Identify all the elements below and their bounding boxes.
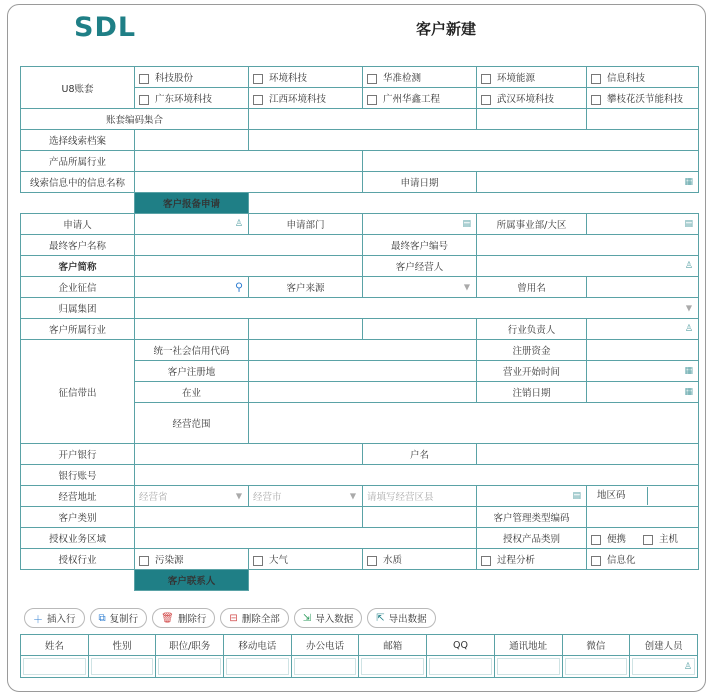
- contact-toolbar: [24, 608, 436, 628]
- cell-input[interactable]: [21, 656, 89, 678]
- import-icon: ⇲: [302, 612, 312, 624]
- uscc-label: 统一社会信用代码: [135, 340, 249, 361]
- industry-owner-input[interactable]: [587, 319, 699, 340]
- u8-label: U8账套: [21, 67, 135, 109]
- customer-form: [20, 66, 699, 591]
- bank-label: 开户银行: [21, 444, 135, 465]
- checkbox[interactable]: [139, 95, 149, 105]
- customer-type-label: 客户类别: [21, 507, 135, 528]
- business-dept-label: 所属事业部/大区: [477, 214, 587, 235]
- mgmt-type-code-input[interactable]: [587, 507, 699, 528]
- product-industry-input[interactable]: [135, 151, 363, 172]
- apply-date-label: 申请日期: [363, 172, 477, 193]
- calendar-icon[interactable]: ▦: [684, 177, 693, 187]
- auth-product-opt[interactable]: 便携: [591, 534, 626, 545]
- cancel-date-label: 注销日期: [477, 382, 587, 403]
- checkbox[interactable]: [253, 95, 263, 105]
- column-header: 创建人员: [630, 635, 698, 656]
- delete-all-button[interactable]: ⊟ 删除全部: [220, 608, 288, 628]
- checkbox[interactable]: [367, 95, 377, 105]
- auth-industry-opt[interactable]: 水质: [363, 549, 477, 570]
- customer-type-input-2[interactable]: [363, 507, 477, 528]
- biz-scope-label: 经营范围: [135, 403, 249, 444]
- cell-input[interactable]: [494, 656, 562, 678]
- column-header: 通讯地址: [494, 635, 562, 656]
- auth-region-label: 授权业务区域: [21, 528, 135, 549]
- applicant-label: 申请人: [21, 214, 135, 235]
- account-code-set-input[interactable]: [249, 109, 477, 130]
- customer-industry-input-2[interactable]: [249, 319, 363, 340]
- chevron-down-icon: ▼: [685, 303, 692, 313]
- table-header-row: [21, 635, 698, 656]
- cell-input[interactable]: [156, 656, 224, 678]
- user-icon[interactable]: ♙: [683, 661, 692, 672]
- apply-date-input[interactable]: [477, 172, 699, 193]
- column-header: 性别: [88, 635, 156, 656]
- insert-row-button[interactable]: ＋ 插入行: [24, 608, 85, 628]
- column-header: QQ: [427, 635, 495, 656]
- clue-archive-extra[interactable]: [249, 130, 699, 151]
- page-title: 客户新建: [415, 20, 476, 38]
- reg-capital-input[interactable]: [587, 340, 699, 361]
- column-header: 办公电话: [291, 635, 359, 656]
- contact-table: [20, 634, 698, 678]
- u8-option[interactable]: 江西环境科技: [249, 88, 363, 109]
- import-data-button[interactable]: ⇲ 导入数据: [294, 608, 362, 628]
- table-row: [21, 656, 698, 678]
- final-customer-no-label: 最终客户编号: [363, 235, 477, 256]
- u8-option[interactable]: 华准检测: [363, 67, 477, 88]
- user-icon[interactable]: ♙: [684, 261, 693, 271]
- biz-start-label: 营业开始时间: [477, 361, 587, 382]
- sdl-logo: SDL: [74, 12, 137, 43]
- cell-input[interactable]: [291, 656, 359, 678]
- applicant-input[interactable]: [135, 214, 249, 235]
- address-picker[interactable]: [477, 486, 587, 507]
- column-header: 职位/职务: [156, 635, 224, 656]
- product-industry-label: 产品所属行业: [21, 151, 135, 172]
- district-input[interactable]: 请填写经营区县: [363, 486, 477, 507]
- customer-industry-input-3[interactable]: [363, 319, 477, 340]
- user-icon[interactable]: ♙: [234, 219, 243, 229]
- auth-industry-label: 授权行业: [21, 549, 135, 570]
- customer-manager-input[interactable]: [477, 256, 699, 277]
- product-industry-input-2[interactable]: [363, 151, 699, 172]
- account-name-label: 户名: [363, 444, 477, 465]
- u8-option[interactable]: 攀枝花沃节能科技: [587, 88, 699, 109]
- cell-input[interactable]: [88, 656, 156, 678]
- chevron-down-icon: ▼: [349, 491, 356, 501]
- reg-place-label: 客户注册地: [135, 361, 249, 382]
- biz-address-label: 经营地址: [21, 486, 135, 507]
- auth-product-label: 授权产品类别: [477, 528, 587, 549]
- section-contact-header: 客户联系人: [135, 570, 249, 591]
- bank-account-label: 银行账号: [21, 465, 135, 486]
- former-name-input[interactable]: [587, 277, 699, 298]
- trash-icon: 🗑: [161, 612, 174, 624]
- cell-input[interactable]: [224, 656, 292, 678]
- final-customer-name-input[interactable]: [135, 235, 363, 256]
- clue-info-name-label: 线索信息中的信息名称: [21, 172, 135, 193]
- checkbox[interactable]: [367, 74, 377, 84]
- chevron-down-icon: ▼: [235, 491, 242, 501]
- checkbox[interactable]: [253, 74, 263, 84]
- area-code-label: 地区码: [587, 486, 699, 507]
- final-customer-name-label: 最终客户名称: [21, 235, 135, 256]
- column-header: 邮箱: [359, 635, 427, 656]
- in-business-input[interactable]: [249, 382, 477, 403]
- u8-option[interactable]: 环境能源: [477, 67, 587, 88]
- city-select[interactable]: 经营市 ▼: [249, 486, 363, 507]
- checkbox[interactable]: [591, 95, 601, 105]
- clue-archive-input[interactable]: [135, 130, 249, 151]
- export-icon: ⇱: [376, 612, 385, 624]
- clue-archive-label: 选择线索档案: [21, 130, 135, 151]
- cell-input[interactable]: [427, 656, 495, 678]
- section-report-header: 客户报备申请: [135, 193, 249, 214]
- final-customer-no-input[interactable]: [477, 235, 699, 256]
- reg-capital-label: 注册资金: [477, 340, 587, 361]
- checkbox[interactable]: [481, 74, 491, 84]
- credit-out-label: 征信带出: [21, 340, 135, 444]
- checkbox[interactable]: [139, 74, 149, 84]
- customer-manager-label: 客户经营人: [363, 256, 477, 277]
- auth-region-input[interactable]: [135, 528, 477, 549]
- users-icon[interactable]: ♙: [684, 324, 693, 334]
- u8-option[interactable]: 信息科技: [587, 67, 699, 88]
- account-code-set-label: 账套编码集合: [21, 109, 249, 130]
- calendar-icon[interactable]: ▦: [684, 366, 693, 376]
- apply-dept-input[interactable]: [363, 214, 477, 235]
- biz-start-input[interactable]: [587, 361, 699, 382]
- auth-industry-opt[interactable]: 污染源: [135, 549, 249, 570]
- plus-icon: ＋: [33, 614, 43, 626]
- u8-option[interactable]: 环境科技: [249, 67, 363, 88]
- column-header: 移动电话: [224, 635, 292, 656]
- biz-scope-textarea[interactable]: [249, 403, 699, 444]
- customer-short-label: 客户简称: [21, 256, 135, 277]
- bank-input[interactable]: [135, 444, 363, 465]
- apply-dept-label: 申请部门: [249, 214, 363, 235]
- chevron-down-icon: ▼: [463, 282, 470, 292]
- former-name-label: 曾用名: [477, 277, 587, 298]
- u8-option[interactable]: 科技股份: [135, 67, 249, 88]
- reg-place-input[interactable]: [249, 361, 477, 382]
- credit-input[interactable]: [135, 277, 249, 298]
- source-label: 客户来源: [249, 277, 363, 298]
- export-data-button[interactable]: ⇱ 导出数据: [367, 608, 435, 628]
- u8-option[interactable]: 武汉环境科技: [477, 88, 587, 109]
- customer-industry-label: 客户所属行业: [21, 319, 135, 340]
- province-select[interactable]: 经营省 ▼: [135, 486, 249, 507]
- bank-account-input[interactable]: [135, 465, 699, 486]
- in-business-label: 在业: [135, 382, 249, 403]
- account-code-set-input-2[interactable]: [477, 109, 587, 130]
- auth-industry-opt[interactable]: 信息化: [587, 549, 699, 570]
- source-select[interactable]: [363, 277, 477, 298]
- customer-type-input[interactable]: [135, 507, 363, 528]
- cancel-date-input[interactable]: [587, 382, 699, 403]
- uscc-input[interactable]: [249, 340, 477, 361]
- mgmt-type-code-label: 客户管理类型编码: [477, 507, 587, 528]
- delete-row-button[interactable]: 🗑 删除行: [152, 608, 215, 628]
- column-header: 姓名: [21, 635, 89, 656]
- u8-option[interactable]: 广东环境科技: [135, 88, 249, 109]
- credit-label: 企业征信: [21, 277, 135, 298]
- clue-info-name-input[interactable]: [135, 172, 363, 193]
- auth-industry-opt[interactable]: 大气: [249, 549, 363, 570]
- customer-short-input[interactable]: [135, 256, 363, 277]
- search-icon[interactable]: ⚲: [234, 280, 243, 294]
- auth-product-options: [587, 528, 699, 549]
- cell-input[interactable]: [630, 656, 698, 678]
- checkbox[interactable]: [481, 95, 491, 105]
- account-name-input[interactable]: [477, 444, 699, 465]
- u8-option[interactable]: 广州华鑫工程: [363, 88, 477, 109]
- industry-owner-label: 行业负责人: [477, 319, 587, 340]
- cell-input[interactable]: [359, 656, 427, 678]
- checkbox[interactable]: [591, 74, 601, 84]
- customer-industry-input-1[interactable]: [135, 319, 249, 340]
- auth-industry-opt[interactable]: 过程分析: [477, 549, 587, 570]
- org-icon[interactable]: ▤: [684, 219, 693, 229]
- auth-product-opt[interactable]: 主机: [643, 534, 678, 545]
- group-select[interactable]: [135, 298, 699, 319]
- business-dept-input[interactable]: [587, 214, 699, 235]
- column-header: 微信: [562, 635, 630, 656]
- calendar-icon[interactable]: ▦: [684, 387, 693, 397]
- account-code-set-input-3[interactable]: [587, 109, 699, 130]
- copy-icon: ⧉: [98, 612, 106, 624]
- copy-row-button[interactable]: ⧉ 复制行: [90, 608, 148, 628]
- delete-all-icon: ⊟: [229, 612, 238, 624]
- group-label: 归属集团: [21, 298, 135, 319]
- org-icon[interactable]: ▤: [462, 219, 471, 229]
- org-icon[interactable]: ▤: [572, 491, 581, 501]
- cell-input[interactable]: [562, 656, 630, 678]
